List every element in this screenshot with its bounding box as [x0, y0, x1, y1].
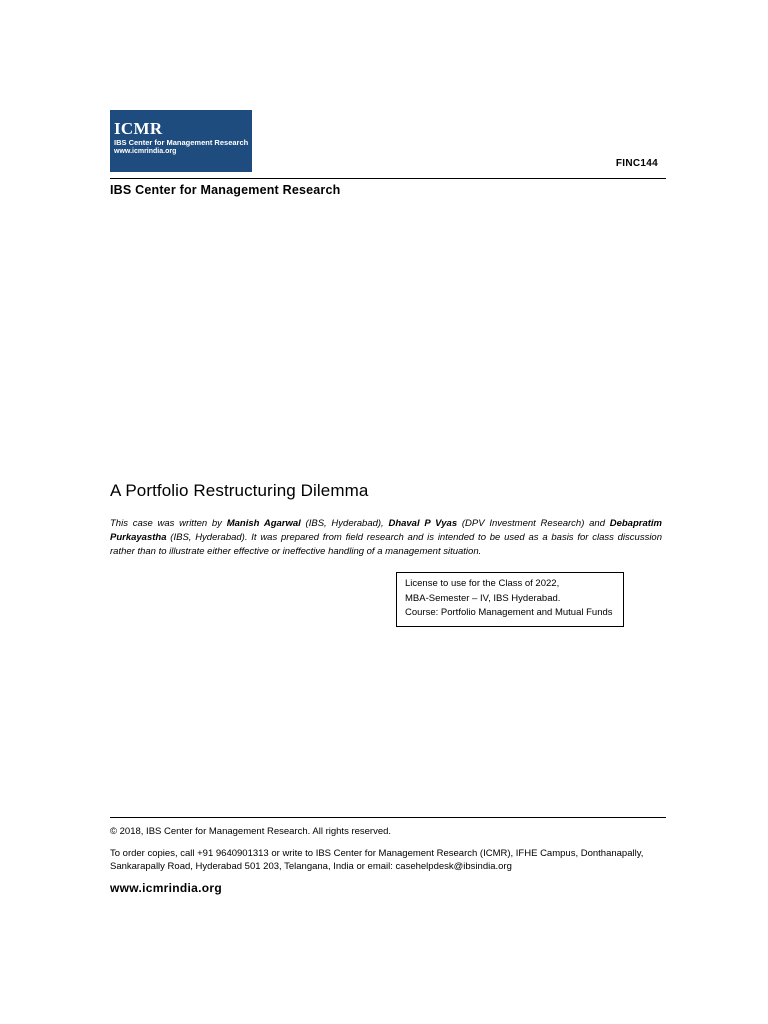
copyright-notice: © 2018, IBS Center for Management Research. All rights reserved. — [110, 826, 392, 837]
logo-title: ICMR — [114, 119, 163, 138]
footer-divider — [110, 817, 666, 818]
icmr-logo — [110, 110, 252, 172]
website-link[interactable]: www.icmrindia.org — [110, 881, 223, 895]
license-line: MBA-Semester – IV, IBS Hyderabad. — [405, 592, 561, 604]
case-title: A Portfolio Restructuring Dilemma — [110, 481, 369, 500]
license-box — [396, 572, 624, 627]
author-name: Manish Agarwal — [226, 518, 301, 529]
order-info: To order copies, call +91 9640901313 or write to IBS Center for Management Research (ICMR), IFHE Campus, Donthanapally, Sankarapally Road, Hyderabad 501 203, Telangana, India or email: casehelpdesk@ibsindia.org — [110, 848, 644, 872]
case-abstract: This case was written by Manish Agarwal (IBS, Hyderabad), Dhaval P Vyas (DPV Investment Research) and Debapratim Purkayastha (IBS, Hyderabad). It was prepared from field research and is intended to be used as a basis for class discussion rather than to illustrate either effective or ineffective handling of a management situation. — [110, 518, 662, 557]
license-line: Course: Portfolio Management and Mutual Funds — [405, 607, 613, 618]
header-divider — [110, 178, 666, 179]
license-line: License to use for the Class of 2022, — [405, 578, 560, 589]
org-name: IBS Center for Management Research — [110, 183, 341, 197]
logo-url: www.icmrindia.org — [114, 148, 177, 155]
logo-subtitle: IBS Center for Management Research — [114, 138, 249, 147]
author-name: Dhaval P Vyas — [388, 518, 458, 529]
author-name: Debapratim Purkayastha — [110, 518, 662, 543]
case-code: FINC144 — [615, 158, 658, 169]
